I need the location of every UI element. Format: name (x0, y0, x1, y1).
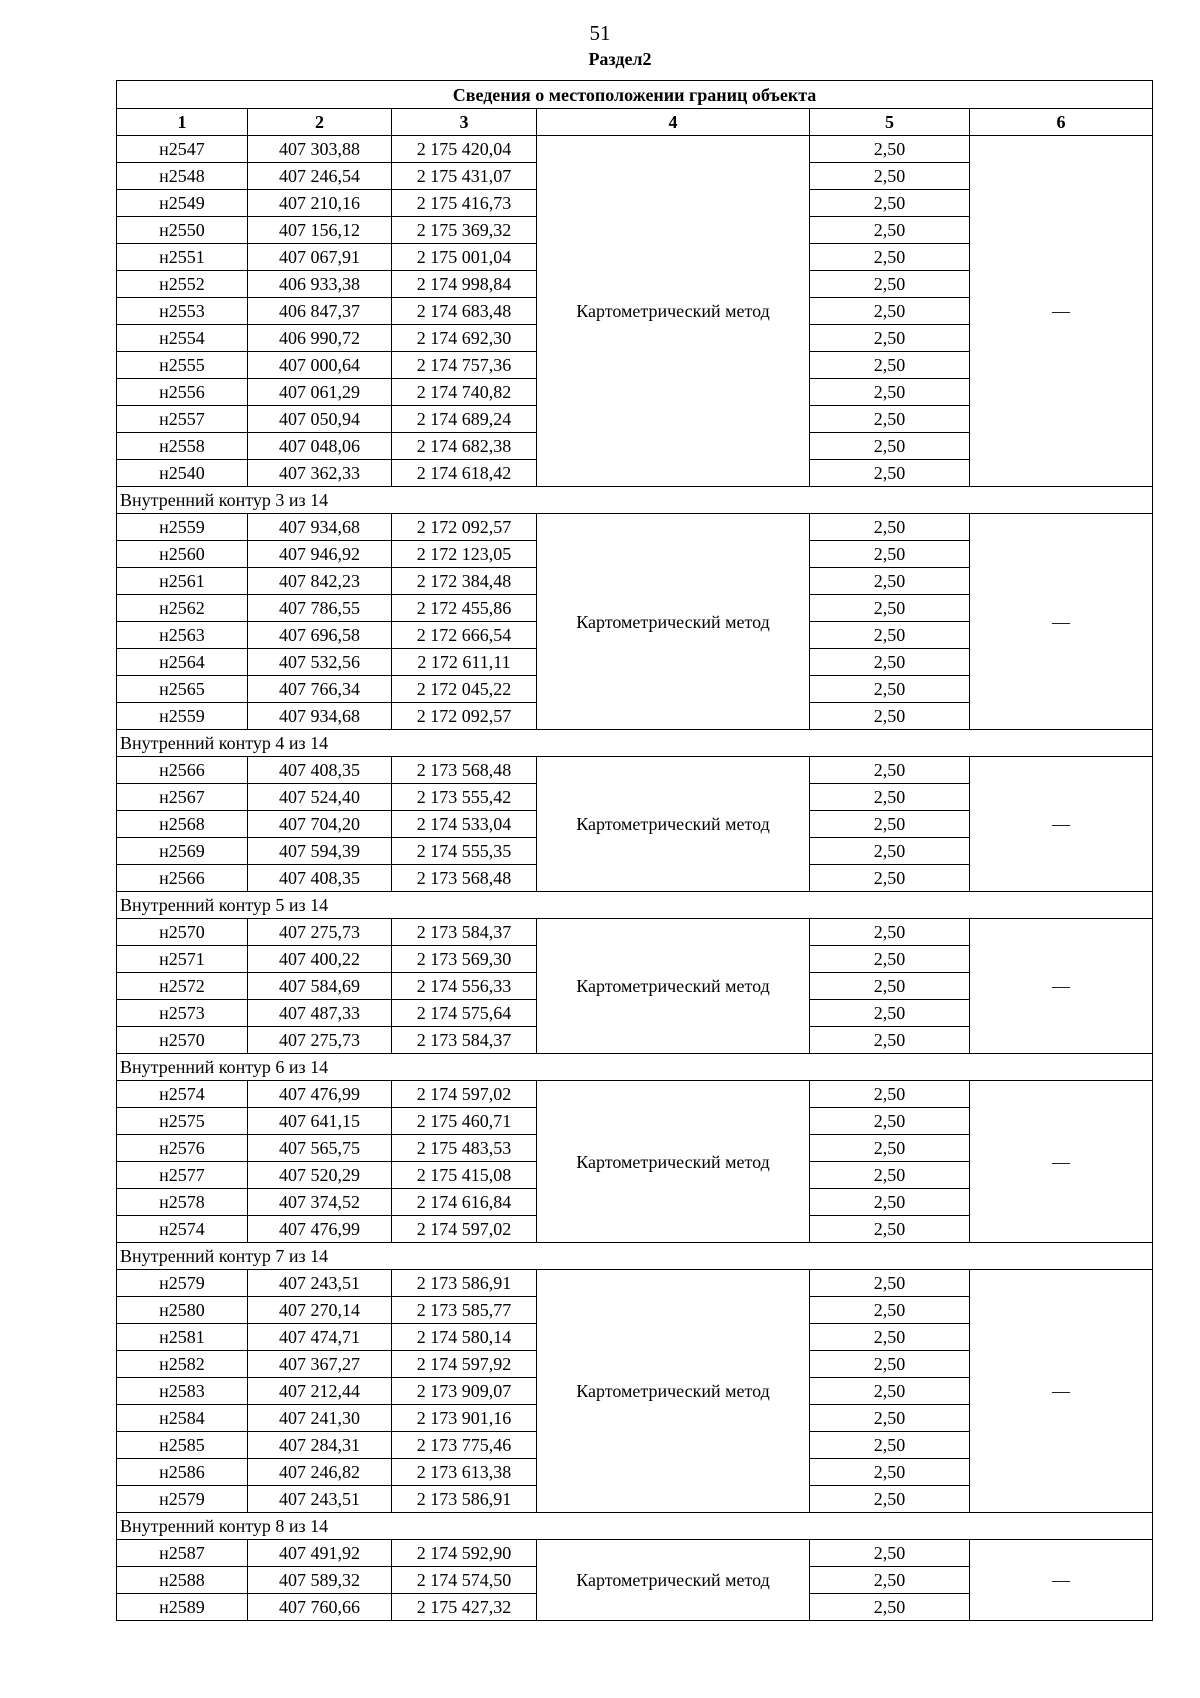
point-id-cell: н2574 (117, 1081, 248, 1108)
point-id-cell: н2568 (117, 811, 248, 838)
table-row (117, 136, 1153, 163)
accuracy-cell: 2,50 (810, 1486, 970, 1513)
column6-cell: — (970, 757, 1153, 892)
column-header: 6 (970, 109, 1153, 136)
point-id-cell: н2579 (117, 1486, 248, 1513)
table-row (117, 514, 1153, 541)
table-row (117, 1540, 1153, 1567)
y-coordinate-cell: 2 173 585,77 (392, 1297, 537, 1324)
table-title-row (117, 81, 1153, 109)
x-coordinate-cell: 407 476,99 (248, 1216, 392, 1243)
x-coordinate-cell: 407 275,73 (248, 1027, 392, 1054)
y-coordinate-cell: 2 172 384,48 (392, 568, 537, 595)
x-coordinate-cell: 407 842,23 (248, 568, 392, 595)
point-id-cell: н2570 (117, 919, 248, 946)
column6-cell: — (970, 1081, 1153, 1243)
x-coordinate-cell: 406 847,37 (248, 298, 392, 325)
point-id-cell: н2571 (117, 946, 248, 973)
x-coordinate-cell: 407 284,31 (248, 1432, 392, 1459)
y-coordinate-cell: 2 173 901,16 (392, 1405, 537, 1432)
y-coordinate-cell: 2 172 611,11 (392, 649, 537, 676)
point-id-cell: н2558 (117, 433, 248, 460)
point-id-cell: н2572 (117, 973, 248, 1000)
y-coordinate-cell: 2 172 045,22 (392, 676, 537, 703)
point-id-cell: н2585 (117, 1432, 248, 1459)
point-id-cell: н2556 (117, 379, 248, 406)
x-coordinate-cell: 407 474,71 (248, 1324, 392, 1351)
accuracy-cell: 2,50 (810, 217, 970, 244)
y-coordinate-cell: 2 175 431,07 (392, 163, 537, 190)
point-id-cell: н2587 (117, 1540, 248, 1567)
point-id-cell: н2559 (117, 514, 248, 541)
contour-label: Внутренний контур 5 из 14 (117, 892, 1153, 919)
x-coordinate-cell: 407 243,51 (248, 1486, 392, 1513)
x-coordinate-cell: 407 946,92 (248, 541, 392, 568)
contour-header-row (117, 1243, 1153, 1270)
y-coordinate-cell: 2 172 092,57 (392, 703, 537, 730)
y-coordinate-cell: 2 172 123,05 (392, 541, 537, 568)
accuracy-cell: 2,50 (810, 406, 970, 433)
point-id-cell: н2557 (117, 406, 248, 433)
y-coordinate-cell: 2 173 586,91 (392, 1486, 537, 1513)
accuracy-cell: 2,50 (810, 1216, 970, 1243)
point-id-cell: н2589 (117, 1594, 248, 1621)
accuracy-cell: 2,50 (810, 298, 970, 325)
column-number-row (117, 109, 1153, 136)
y-coordinate-cell: 2 173 569,30 (392, 946, 537, 973)
accuracy-cell: 2,50 (810, 1081, 970, 1108)
accuracy-cell: 2,50 (810, 1000, 970, 1027)
x-coordinate-cell: 407 270,14 (248, 1297, 392, 1324)
y-coordinate-cell: 2 173 613,38 (392, 1459, 537, 1486)
y-coordinate-cell: 2 172 092,57 (392, 514, 537, 541)
y-coordinate-cell: 2 175 369,32 (392, 217, 537, 244)
y-coordinate-cell: 2 175 420,04 (392, 136, 537, 163)
x-coordinate-cell: 407 243,51 (248, 1270, 392, 1297)
table-title: Сведения о местоположении границ объекта (117, 81, 1153, 109)
point-id-cell: н2564 (117, 649, 248, 676)
point-id-cell: н2567 (117, 784, 248, 811)
column6-cell: — (970, 1270, 1153, 1513)
x-coordinate-cell: 407 362,33 (248, 460, 392, 487)
x-coordinate-cell: 407 524,40 (248, 784, 392, 811)
method-cell: Картометрический метод (537, 919, 810, 1054)
y-coordinate-cell: 2 174 533,04 (392, 811, 537, 838)
table-row (117, 919, 1153, 946)
column6-cell: — (970, 1540, 1153, 1621)
point-id-cell: н2540 (117, 460, 248, 487)
table-body (117, 136, 1153, 1621)
accuracy-cell: 2,50 (810, 1405, 970, 1432)
x-coordinate-cell: 407 050,94 (248, 406, 392, 433)
point-id-cell: н2586 (117, 1459, 248, 1486)
x-coordinate-cell: 407 212,44 (248, 1378, 392, 1405)
point-id-cell: н2580 (117, 1297, 248, 1324)
accuracy-cell: 2,50 (810, 1540, 970, 1567)
point-id-cell: н2578 (117, 1189, 248, 1216)
y-coordinate-cell: 2 174 682,38 (392, 433, 537, 460)
x-coordinate-cell: 407 408,35 (248, 865, 392, 892)
x-coordinate-cell: 407 565,75 (248, 1135, 392, 1162)
boundary-coordinates-table (116, 80, 1153, 1621)
x-coordinate-cell: 407 400,22 (248, 946, 392, 973)
accuracy-cell: 2,50 (810, 1135, 970, 1162)
point-id-cell: н2566 (117, 865, 248, 892)
method-cell: Картометрический метод (537, 1540, 810, 1621)
contour-label: Внутренний контур 8 из 14 (117, 1513, 1153, 1540)
accuracy-cell: 2,50 (810, 1324, 970, 1351)
method-cell: Картометрический метод (537, 1081, 810, 1243)
point-id-cell: н2559 (117, 703, 248, 730)
y-coordinate-cell: 2 173 568,48 (392, 757, 537, 784)
x-coordinate-cell: 407 786,55 (248, 595, 392, 622)
point-id-cell: н2555 (117, 352, 248, 379)
point-id-cell: н2562 (117, 595, 248, 622)
accuracy-cell: 2,50 (810, 352, 970, 379)
point-id-cell: н2574 (117, 1216, 248, 1243)
x-coordinate-cell: 407 704,20 (248, 811, 392, 838)
x-coordinate-cell: 407 641,15 (248, 1108, 392, 1135)
y-coordinate-cell: 2 174 683,48 (392, 298, 537, 325)
x-coordinate-cell: 407 210,16 (248, 190, 392, 217)
y-coordinate-cell: 2 175 415,08 (392, 1162, 537, 1189)
accuracy-cell: 2,50 (810, 325, 970, 352)
accuracy-cell: 2,50 (810, 919, 970, 946)
point-id-cell: н2550 (117, 217, 248, 244)
y-coordinate-cell: 2 174 740,82 (392, 379, 537, 406)
x-coordinate-cell: 407 156,12 (248, 217, 392, 244)
y-coordinate-cell: 2 174 575,64 (392, 1000, 537, 1027)
point-id-cell: н2582 (117, 1351, 248, 1378)
accuracy-cell: 2,50 (810, 163, 970, 190)
point-id-cell: н2588 (117, 1567, 248, 1594)
accuracy-cell: 2,50 (810, 460, 970, 487)
y-coordinate-cell: 2 174 616,84 (392, 1189, 537, 1216)
contour-header-row (117, 1054, 1153, 1081)
accuracy-cell: 2,50 (810, 811, 970, 838)
x-coordinate-cell: 407 241,30 (248, 1405, 392, 1432)
y-coordinate-cell: 2 174 597,02 (392, 1081, 537, 1108)
column-header: 2 (248, 109, 392, 136)
y-coordinate-cell: 2 173 584,37 (392, 1027, 537, 1054)
accuracy-cell: 2,50 (810, 1567, 970, 1594)
point-id-cell: н2566 (117, 757, 248, 784)
accuracy-cell: 2,50 (810, 1297, 970, 1324)
contour-header-row (117, 892, 1153, 919)
y-coordinate-cell: 2 173 555,42 (392, 784, 537, 811)
y-coordinate-cell: 2 174 689,24 (392, 406, 537, 433)
x-coordinate-cell: 407 246,82 (248, 1459, 392, 1486)
point-id-cell: н2575 (117, 1108, 248, 1135)
contour-label: Внутренний контур 3 из 14 (117, 487, 1153, 514)
y-coordinate-cell: 2 173 586,91 (392, 1270, 537, 1297)
column-header: 5 (810, 109, 970, 136)
x-coordinate-cell: 407 303,88 (248, 136, 392, 163)
y-coordinate-cell: 2 175 416,73 (392, 190, 537, 217)
point-id-cell: н2553 (117, 298, 248, 325)
contour-header-row (117, 730, 1153, 757)
accuracy-cell: 2,50 (810, 757, 970, 784)
accuracy-cell: 2,50 (810, 1459, 970, 1486)
accuracy-cell: 2,50 (810, 622, 970, 649)
y-coordinate-cell: 2 172 455,86 (392, 595, 537, 622)
column-header: 1 (117, 109, 248, 136)
point-id-cell: н2547 (117, 136, 248, 163)
point-id-cell: н2576 (117, 1135, 248, 1162)
x-coordinate-cell: 407 061,29 (248, 379, 392, 406)
x-coordinate-cell: 407 934,68 (248, 703, 392, 730)
y-coordinate-cell: 2 174 580,14 (392, 1324, 537, 1351)
page-number: 51 (589, 21, 611, 45)
x-coordinate-cell: 407 000,64 (248, 352, 392, 379)
accuracy-cell: 2,50 (810, 1351, 970, 1378)
x-coordinate-cell: 407 367,27 (248, 1351, 392, 1378)
x-coordinate-cell: 407 487,33 (248, 1000, 392, 1027)
x-coordinate-cell: 407 594,39 (248, 838, 392, 865)
x-coordinate-cell: 407 589,32 (248, 1567, 392, 1594)
point-id-cell: н2570 (117, 1027, 248, 1054)
y-coordinate-cell: 2 173 584,37 (392, 919, 537, 946)
accuracy-cell: 2,50 (810, 1432, 970, 1459)
accuracy-cell: 2,50 (810, 1594, 970, 1621)
table-row (117, 757, 1153, 784)
y-coordinate-cell: 2 174 556,33 (392, 973, 537, 1000)
table-row (117, 1270, 1153, 1297)
accuracy-cell: 2,50 (810, 973, 970, 1000)
x-coordinate-cell: 407 275,73 (248, 919, 392, 946)
point-id-cell: н2581 (117, 1324, 248, 1351)
x-coordinate-cell: 407 934,68 (248, 514, 392, 541)
accuracy-cell: 2,50 (810, 1108, 970, 1135)
accuracy-cell: 2,50 (810, 784, 970, 811)
accuracy-cell: 2,50 (810, 541, 970, 568)
accuracy-cell: 2,50 (810, 865, 970, 892)
point-id-cell: н2563 (117, 622, 248, 649)
accuracy-cell: 2,50 (810, 244, 970, 271)
x-coordinate-cell: 407 408,35 (248, 757, 392, 784)
section-title: Раздел2 (588, 49, 652, 69)
point-id-cell: н2549 (117, 190, 248, 217)
y-coordinate-cell: 2 174 998,84 (392, 271, 537, 298)
y-coordinate-cell: 2 175 483,53 (392, 1135, 537, 1162)
contour-header-row (117, 1513, 1153, 1540)
x-coordinate-cell: 407 532,56 (248, 649, 392, 676)
accuracy-cell: 2,50 (810, 703, 970, 730)
y-coordinate-cell: 2 174 555,35 (392, 838, 537, 865)
x-coordinate-cell: 406 933,38 (248, 271, 392, 298)
column-header: 4 (537, 109, 810, 136)
accuracy-cell: 2,50 (810, 1378, 970, 1405)
y-coordinate-cell: 2 173 568,48 (392, 865, 537, 892)
y-coordinate-cell: 2 174 592,90 (392, 1540, 537, 1567)
x-coordinate-cell: 407 760,66 (248, 1594, 392, 1621)
accuracy-cell: 2,50 (810, 568, 970, 595)
accuracy-cell: 2,50 (810, 1027, 970, 1054)
accuracy-cell: 2,50 (810, 514, 970, 541)
accuracy-cell: 2,50 (810, 676, 970, 703)
x-coordinate-cell: 407 048,06 (248, 433, 392, 460)
y-coordinate-cell: 2 175 427,32 (392, 1594, 537, 1621)
column6-cell: — (970, 136, 1153, 487)
x-coordinate-cell: 407 246,54 (248, 163, 392, 190)
method-cell: Картометрический метод (537, 1270, 810, 1513)
y-coordinate-cell: 2 173 909,07 (392, 1378, 537, 1405)
y-coordinate-cell: 2 174 618,42 (392, 460, 537, 487)
point-id-cell: н2551 (117, 244, 248, 271)
contour-label: Внутренний контур 6 из 14 (117, 1054, 1153, 1081)
method-cell: Картометрический метод (537, 514, 810, 730)
point-id-cell: н2579 (117, 1270, 248, 1297)
contour-label: Внутренний контур 4 из 14 (117, 730, 1153, 757)
column6-cell: — (970, 919, 1153, 1054)
accuracy-cell: 2,50 (810, 946, 970, 973)
column6-cell: — (970, 514, 1153, 730)
point-id-cell: н2548 (117, 163, 248, 190)
accuracy-cell: 2,50 (810, 838, 970, 865)
x-coordinate-cell: 407 766,34 (248, 676, 392, 703)
y-coordinate-cell: 2 174 597,92 (392, 1351, 537, 1378)
point-id-cell: н2573 (117, 1000, 248, 1027)
accuracy-cell: 2,50 (810, 1189, 970, 1216)
accuracy-cell: 2,50 (810, 190, 970, 217)
accuracy-cell: 2,50 (810, 1270, 970, 1297)
accuracy-cell: 2,50 (810, 433, 970, 460)
accuracy-cell: 2,50 (810, 1162, 970, 1189)
contour-header-row (117, 487, 1153, 514)
y-coordinate-cell: 2 174 574,50 (392, 1567, 537, 1594)
x-coordinate-cell: 407 696,58 (248, 622, 392, 649)
point-id-cell: н2560 (117, 541, 248, 568)
y-coordinate-cell: 2 175 001,04 (392, 244, 537, 271)
y-coordinate-cell: 2 172 666,54 (392, 622, 537, 649)
point-id-cell: н2561 (117, 568, 248, 595)
x-coordinate-cell: 407 374,52 (248, 1189, 392, 1216)
accuracy-cell: 2,50 (810, 136, 970, 163)
y-coordinate-cell: 2 175 460,71 (392, 1108, 537, 1135)
contour-label: Внутренний контур 7 из 14 (117, 1243, 1153, 1270)
x-coordinate-cell: 407 520,29 (248, 1162, 392, 1189)
accuracy-cell: 2,50 (810, 271, 970, 298)
x-coordinate-cell: 407 476,99 (248, 1081, 392, 1108)
y-coordinate-cell: 2 174 757,36 (392, 352, 537, 379)
y-coordinate-cell: 2 174 597,02 (392, 1216, 537, 1243)
table-row (117, 1081, 1153, 1108)
point-id-cell: н2552 (117, 271, 248, 298)
point-id-cell: н2569 (117, 838, 248, 865)
accuracy-cell: 2,50 (810, 649, 970, 676)
point-id-cell: н2577 (117, 1162, 248, 1189)
y-coordinate-cell: 2 173 775,46 (392, 1432, 537, 1459)
accuracy-cell: 2,50 (810, 595, 970, 622)
accuracy-cell: 2,50 (810, 379, 970, 406)
y-coordinate-cell: 2 174 692,30 (392, 325, 537, 352)
point-id-cell: н2554 (117, 325, 248, 352)
x-coordinate-cell: 407 584,69 (248, 973, 392, 1000)
point-id-cell: н2565 (117, 676, 248, 703)
point-id-cell: н2583 (117, 1378, 248, 1405)
column-header: 3 (392, 109, 537, 136)
x-coordinate-cell: 407 067,91 (248, 244, 392, 271)
x-coordinate-cell: 407 491,92 (248, 1540, 392, 1567)
method-cell: Картометрический метод (537, 136, 810, 487)
point-id-cell: н2584 (117, 1405, 248, 1432)
method-cell: Картометрический метод (537, 757, 810, 892)
x-coordinate-cell: 406 990,72 (248, 325, 392, 352)
